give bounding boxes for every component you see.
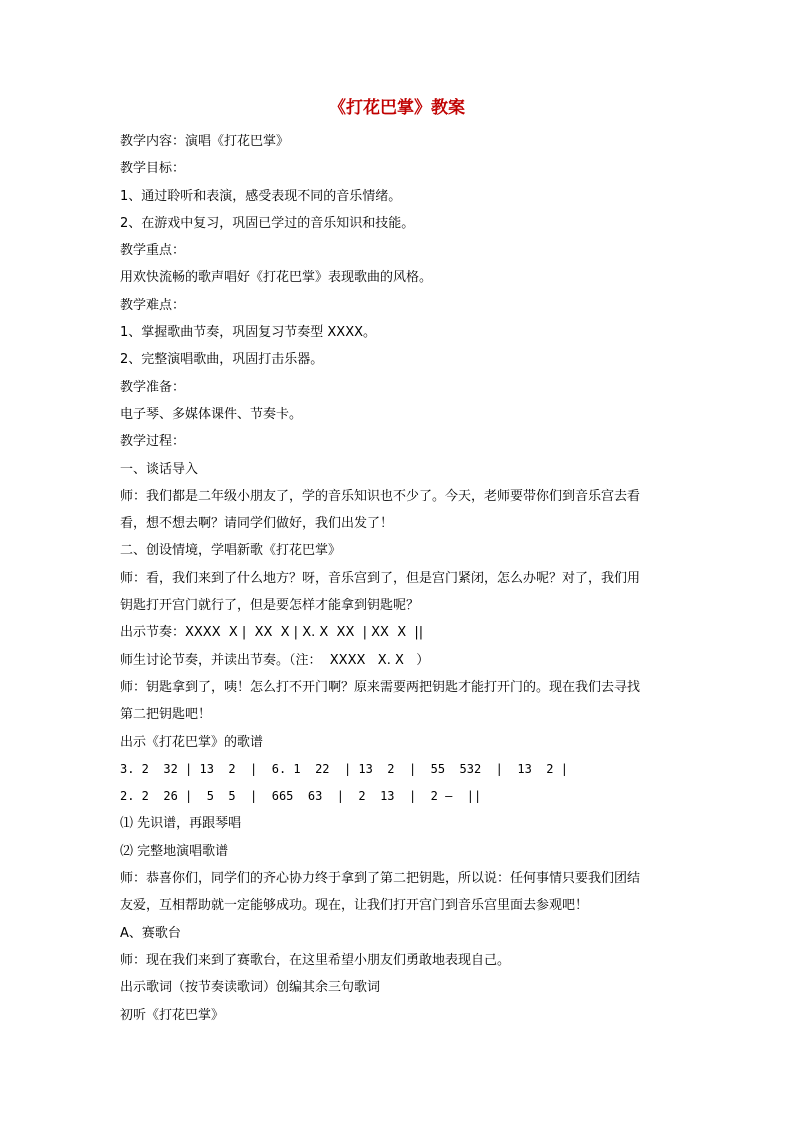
paragraph: 师：我们都是二年级小朋友了，学的音乐知识也不少了。今天，老师要带你们到音乐宫去看 bbox=[120, 488, 641, 504]
score-notation: 2. 2 26 | 5 5 | 665 63 | 2 13 | 2 — || bbox=[120, 789, 482, 804]
section-heading: 教学重点： bbox=[120, 243, 186, 259]
paragraph: 2、完整演唱歌曲，巩固打击乐器。 bbox=[120, 352, 324, 368]
paragraph: 1、掌握歌曲节奏，巩固复习节奏型 XXXX。 bbox=[120, 325, 377, 341]
section-heading: A、赛歌台 bbox=[120, 925, 181, 941]
paragraph: 友爱，互相帮助就一定能够成功。现在，让我们打开宫门到音乐宫里面去参观吧！ bbox=[120, 898, 589, 914]
paragraph: 师：现在我们来到了赛歌台，在这里希望小朋友们勇敢地表现自己。 bbox=[120, 952, 511, 968]
document-title: 《打花巴掌》教案 bbox=[329, 98, 465, 118]
section-heading: 教学难点： bbox=[120, 297, 186, 313]
paragraph: 1、通过聆听和表演，感受表现不同的音乐情绪。 bbox=[120, 188, 402, 204]
paragraph: 2、在游戏中复习，巩固已学过的音乐知识和技能。 bbox=[120, 215, 415, 231]
score-notation: 3. 2 32 | 13 2 | 6. 1 22 | 13 2 | 55 532 | 13 2 | bbox=[120, 761, 568, 776]
paragraph: 教学内容：演唱《打花巴掌》 bbox=[120, 134, 290, 149]
paragraph: 师：恭喜你们，同学们的齐心协力终于拿到了第二把钥匙，所以说：任何事情只要我们团结 bbox=[120, 871, 641, 887]
document-body bbox=[120, 128, 680, 1029]
section-heading: 一、谈话导入 bbox=[120, 461, 199, 477]
paragraph: 出示《打花巴掌》的歌谱 bbox=[120, 734, 264, 750]
section-heading: 教学目标： bbox=[120, 161, 186, 177]
paragraph: 第二把钥匙吧！ bbox=[120, 707, 212, 723]
section-heading: 教学过程： bbox=[120, 434, 186, 450]
paragraph: 电子琴、多媒体课件、节奏卡。 bbox=[120, 406, 303, 422]
paragraph: 出示歌词（按节奏读歌词）创编其余三句歌词 bbox=[120, 980, 381, 996]
paragraph: 用欢快流畅的歌声唱好《打花巴掌》表现歌曲的风格。 bbox=[120, 270, 433, 286]
paragraph: 钥匙打开宫门就行了，但是要怎样才能拿到钥匙呢？ bbox=[120, 598, 420, 614]
section-heading: 教学准备： bbox=[120, 379, 186, 395]
paragraph: 师：钥匙拿到了，咦！怎么打不开门啊？原来需要两把钥匙才能打开门的。现在我们去寻找 bbox=[120, 679, 641, 695]
list-item: ⑴ 先识谱，再跟琴唱 bbox=[120, 816, 242, 832]
section-heading: 二、创设情境，学唱新歌《打花巴掌》 bbox=[120, 543, 342, 559]
rhythm-notation: 出示节奏：XXXX X | XX X | X. X XX | XX X || bbox=[120, 625, 424, 641]
paragraph: 师：看，我们来到了什么地方？呀，音乐宫到了，但是宫门紧闭，怎么办呢？对了，我们用 bbox=[120, 570, 641, 586]
list-item: ⑵ 完整地演唱歌谱 bbox=[120, 843, 229, 859]
paragraph: 看，想不想去啊？请同学们做好，我们出发了！ bbox=[120, 516, 394, 532]
paragraph: 师生讨论节奏，并读出节奏。（注： XXXX X. X ） bbox=[120, 652, 430, 668]
paragraph: 初听《打花巴掌》 bbox=[120, 1007, 225, 1023]
